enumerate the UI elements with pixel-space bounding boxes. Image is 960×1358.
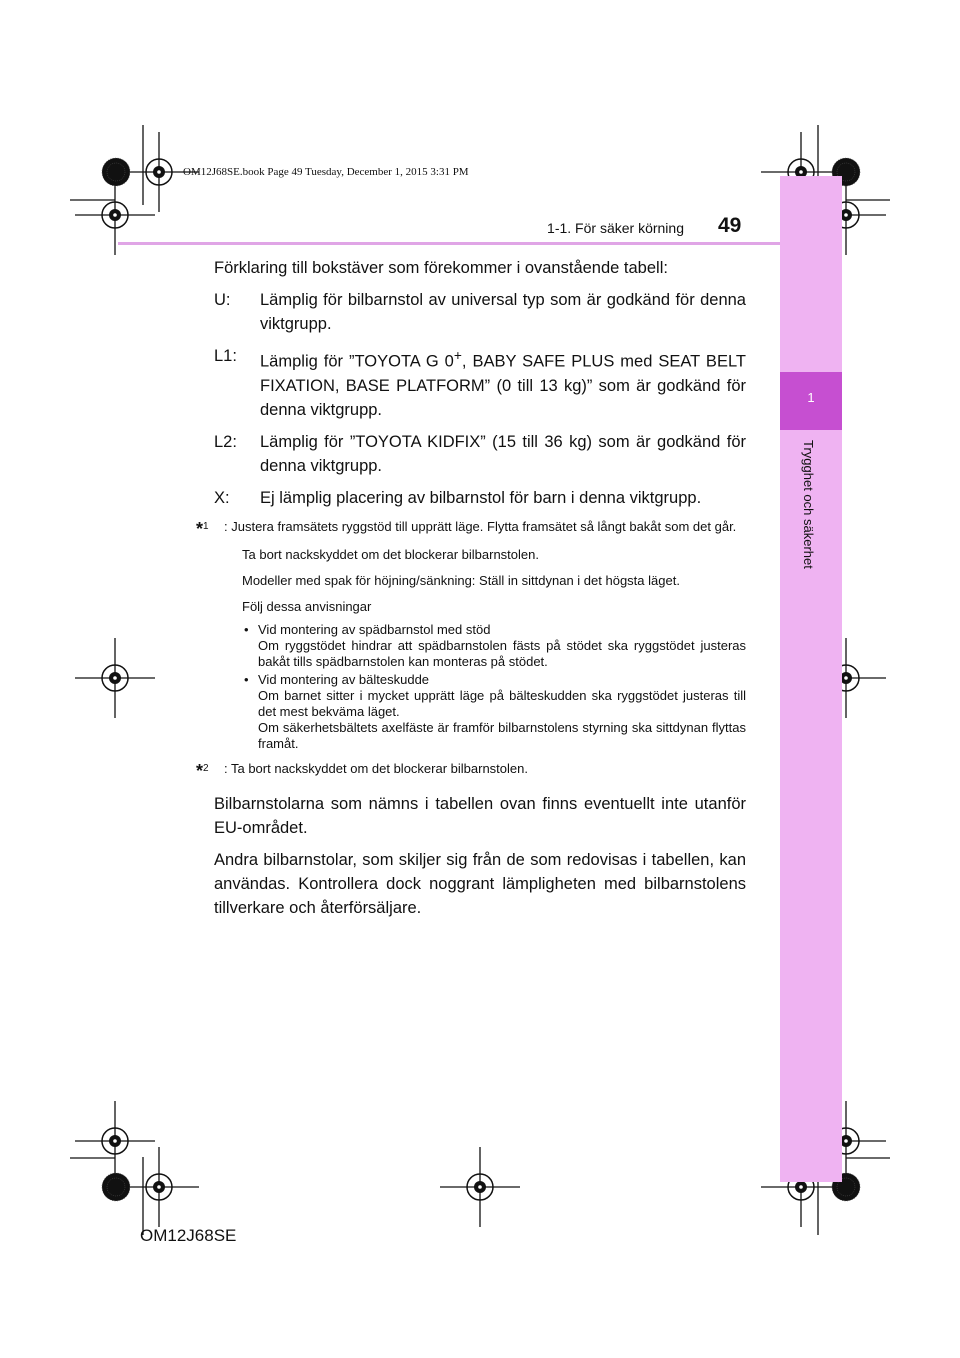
definition-key: L2: — [214, 432, 237, 451]
chapter-title: Trygghet och säkerhet — [801, 440, 816, 569]
chapter-title-vertical — [800, 440, 820, 620]
header-divider — [118, 242, 780, 245]
bullet-title: Vid montering av spädbarnstol med stöd — [258, 621, 491, 637]
registration-mark-icon — [440, 1147, 520, 1227]
page-content — [196, 256, 746, 928]
footnote-text: : Ta bort nackskyddet om det blockerar bilbarnstolen. — [224, 760, 528, 776]
bullet-title: Vid montering av bälteskudde — [258, 671, 430, 687]
definition-x — [214, 486, 746, 510]
footnote-2 — [196, 760, 746, 782]
definition-l1 — [214, 344, 746, 422]
footnote-marker: *$^1$ — [196, 518, 209, 539]
eu-paragraph: Bilbarnstolarna som nämns i tabellen ovan finns eventuellt inte utanför EU-området. — [214, 794, 746, 837]
definition-key: X: — [214, 488, 230, 507]
bullet-item: • Vid montering av bälteskudde Om barnet sitter i mycket upprätt läge på bälteskudden ska ryggstödet justeras till det mest bekväma läget. Om säkerhetsbältets axelfäste är framför bilbarnstolens styrning ska sittdynan flyttas framåt. — [244, 671, 746, 751]
definition-l2 — [214, 430, 746, 478]
bullet-item: • Vid montering av spädbarnstol med stöd Om ryggstödet hindrar att spädbarnstolen fästs på stödet ska ryggstödet justeras bakåt tills spädbarnstolen kan monteras på stödet. — [244, 621, 746, 669]
registration-mark-icon — [119, 1147, 199, 1227]
intro-paragraph: Förklaring till bokstäver som förekommer i ovanstående tabell: — [214, 259, 668, 277]
chapter-side-tab — [780, 176, 842, 1182]
footnote-sub: Modeller med spak för höjning/sänkning: Ställ in sittdynan i det högsta läget. — [242, 572, 680, 588]
definition-key: U: — [214, 291, 231, 309]
footnote-text: : Justera framsätets ryggstöd till upprätt läge. Flytta framsätet så långt bakåt som det går. — [224, 518, 737, 534]
chapter-number: 1 — [807, 390, 815, 405]
footnote-1 — [196, 518, 746, 540]
color-rosette-icon — [102, 1173, 130, 1201]
bullet-line: Om barnet sitter i mycket upprätt läge på bälteskudden ska ryggstödet justeras till det mest bekväma läget. — [258, 687, 746, 719]
definition-text: Lämplig för ”TOYOTA G 0+, BABY SAFE PLUS med SEAT BELT FIXATION, BASE PLATFORM” (0 till 13 kg)” som är godkänd för denna viktgrupp. — [260, 348, 746, 419]
footnote-sub: Följ dessa anvisningar — [242, 598, 372, 614]
section-title: 1-1. För säker körning — [547, 220, 684, 236]
footnote-marker: *$^2$ — [196, 760, 209, 781]
document-code: OM12J68SE — [140, 1226, 237, 1245]
definition-text: Ej lämplig placering av bilbarnstol för barn i denna viktgrupp. — [260, 488, 702, 507]
definition-key: L1: — [214, 347, 237, 365]
definition-text: Lämplig för bilbarnstol av universal typ som är godkänd för denna viktgrupp. — [260, 291, 746, 333]
definition-text: Lämplig för ”TOYOTA KIDFIX” (15 till 36 kg) som är godkänd för denna viktgrupp. — [260, 432, 746, 475]
definition-u — [214, 288, 746, 336]
bullet-line: Om säkerhetsbältets axelfäste är framför bilbarnstolens styrning ska sittdynan flyttas framåt. — [258, 719, 746, 751]
page-number: 49 — [718, 214, 742, 237]
registration-mark-icon — [75, 638, 155, 718]
color-rosette-icon — [102, 158, 130, 186]
other-seats-paragraph: Andra bilbarnstolar, som skiljer sig från de som redovisas i tabellen, kan användas. Kontrollera dock noggrant lämpligheten med bilbarnstolens tillverkare och återförsäljare. — [214, 850, 746, 917]
bullet-line: Om ryggstödet hindrar att spädbarnstolen fästs på stödet ska ryggstödet justeras bakåt tills spädbarnstolen kan monteras på stödet. — [258, 637, 746, 669]
footnote-sub: Ta bort nackskyddet om det blockerar bilbarnstolen. — [242, 546, 539, 562]
book-info-line: OM12J68SE.book Page 49 Tuesday, December 1, 2015 3:31 PM — [183, 166, 469, 178]
